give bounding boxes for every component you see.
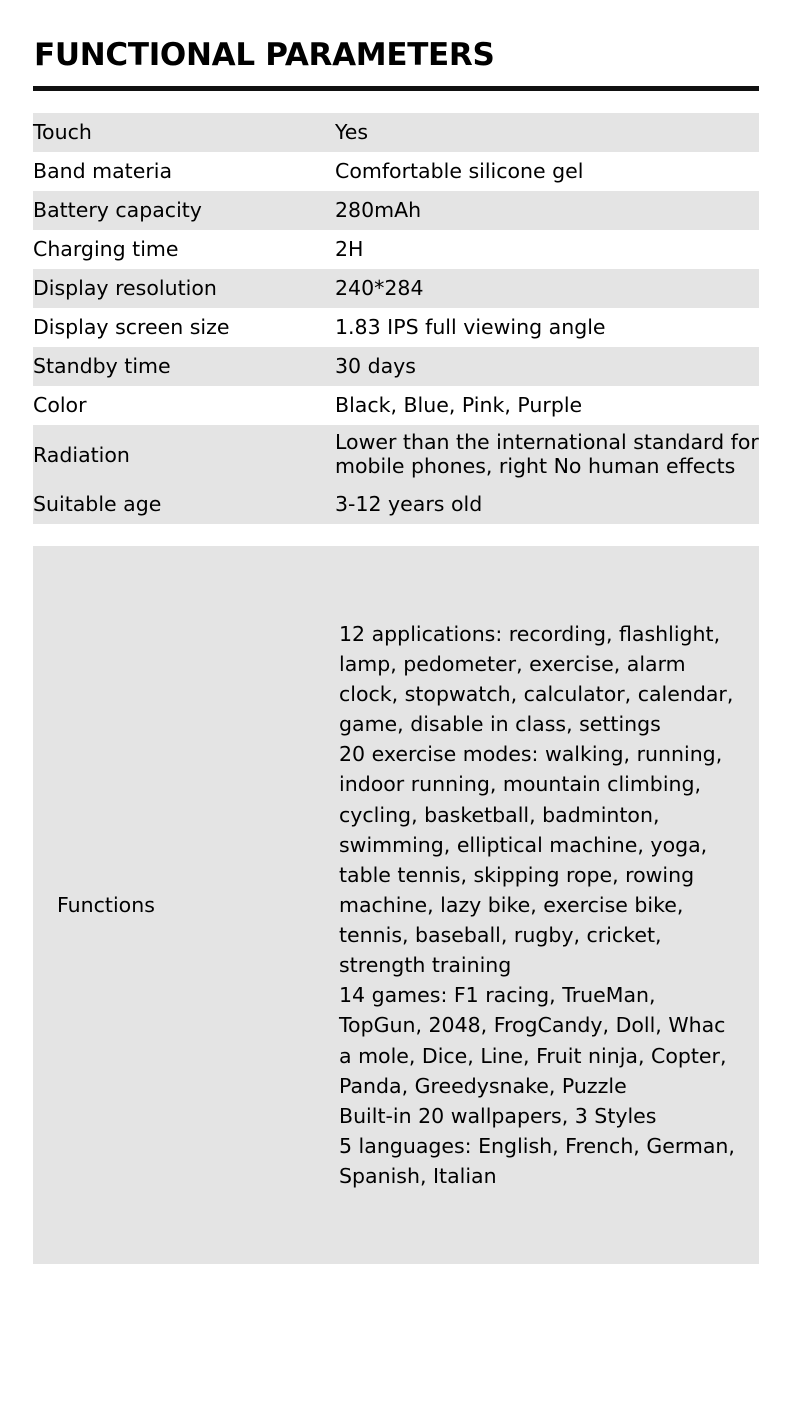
spec-value: Lower than the international standard for mobile phones, right No human effects	[335, 425, 759, 485]
functions-value	[335, 609, 759, 1201]
table-row	[33, 347, 759, 386]
spec-value: 1.83 IPS full viewing angle	[335, 308, 759, 347]
functions-line: 20 exercise modes: walking, running, indoor running, mountain climbing, cycling, basketball, badminton, swimming, elliptical machine, yoga, table tennis, skipping rope, rowing machine, lazy bike, exercise bike, tennis, baseball, rugby, cricket, strength training	[339, 742, 723, 978]
table-row	[33, 485, 759, 524]
spec-value: 30 days	[335, 347, 759, 386]
table-row	[33, 425, 759, 485]
page-title: FUNCTIONAL PARAMETERS	[34, 37, 495, 73]
spec-key: Color	[33, 386, 335, 425]
spec-value: 2H	[335, 230, 759, 269]
spec-key: Battery capacity	[33, 191, 335, 230]
spec-key: Standby time	[33, 347, 335, 386]
spec-value: Comfortable silicone gel	[335, 152, 759, 191]
functions-line: 14 games: F1 racing, TrueMan, TopGun, 2048, FrogCandy, Doll, Whac a mole, Dice, Line, Fruit ninja, Copter, Panda, Greedysnake, Puzzle	[339, 983, 727, 1098]
section-gap	[32, 524, 758, 546]
spec-key: Band materia	[33, 152, 335, 191]
functions-row	[33, 546, 759, 1264]
spec-value: 280mAh	[335, 191, 759, 230]
table-row	[33, 308, 759, 347]
spec-value: 3-12 years old	[335, 485, 759, 524]
spec-key: Radiation	[33, 425, 335, 485]
spec-value: 240*284	[335, 269, 759, 308]
spec-key: Functions	[57, 893, 155, 918]
spec-key: Suitable age	[33, 485, 335, 524]
spec-key: Display resolution	[33, 269, 335, 308]
functions-line: 5 languages: English, French, German, Spanish, Italian	[339, 1133, 735, 1189]
table-row	[33, 191, 759, 230]
table-row	[33, 386, 759, 425]
table-row	[33, 113, 759, 152]
spec-key: Touch	[33, 113, 335, 152]
spec-value: Black, Blue, Pink, Purple	[335, 386, 759, 425]
table-row	[33, 230, 759, 269]
title-divider	[33, 86, 759, 91]
spec-value: Yes	[335, 113, 759, 152]
specifications-table	[33, 113, 759, 524]
functions-line: 12 applications: recording, flashlight, lamp, pedometer, exercise, alarm clock, stopwatch, calculator, calendar, game, disable in class, settings	[339, 621, 734, 737]
functions-line: Built-in 20 wallpapers, 3 Styles	[339, 1103, 657, 1128]
spec-key: Charging time	[33, 230, 335, 269]
table-row	[33, 269, 759, 308]
table-row	[33, 152, 759, 191]
spec-key: Display screen size	[33, 308, 335, 347]
